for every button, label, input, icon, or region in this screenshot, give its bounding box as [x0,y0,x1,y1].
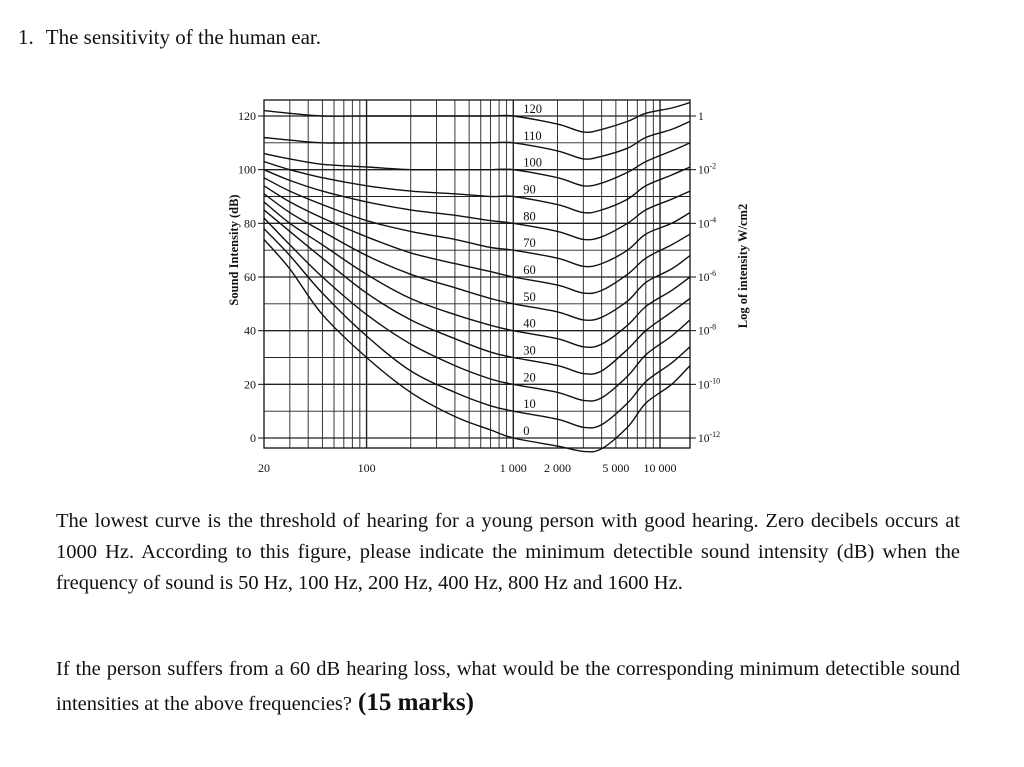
x-tick-label: 20 [258,461,270,475]
y-axis-label: Sound Intensity (dB) [227,194,241,306]
right-tick-label: $10^{-2}$ [698,161,717,177]
curve-label-60: 60 [523,263,536,277]
x-tick-label: 100 [357,461,376,475]
y-tick-label: 100 [238,162,256,177]
curve-label-30: 30 [523,343,536,358]
curve-label-40: 40 [523,316,536,331]
curve-label-50: 50 [523,289,536,304]
curve-label-10: 10 [523,397,536,412]
curve-label-20: 20 [523,370,536,385]
x-tick-label: 5 000 [602,461,630,475]
question-paragraph-2 [56,653,960,721]
curve-label-120: 120 [523,102,543,116]
curve-label-70: 70 [523,236,536,251]
right-tick-label: $10^{-6}$ [698,269,717,284]
marks-label: (15 marks) [358,689,474,716]
curve-70-phon [264,178,690,267]
curve-50-phon [264,194,690,321]
curve-80-phon [264,170,690,240]
curve-label-80: 80 [523,209,536,224]
curve-label-100: 100 [523,155,543,170]
right-tick-label: $10^{-4}$ [698,215,717,231]
y-tick-label: 0 [250,431,256,445]
curve-label-0: 0 [523,424,530,438]
question-title: The sensitivity of the human ear. [45,25,322,49]
curve-20-phon [264,218,690,401]
question-number: 1. [18,25,34,49]
chart-grid [264,100,690,448]
right-tick-label: $10^{-8}$ [698,322,717,338]
y-tick-label: 40 [244,323,256,338]
y-tick-label: 20 [244,377,256,392]
x-tick-label: 1 000 [499,461,527,475]
right-tick-label: $10^{-10}$ [698,376,721,392]
question-paragraph-2-text: If the person suffers from a 60 dB hearing loss, what would be the corresponding minimum detectible sound intensities at the above frequencies? [56,658,960,715]
curve-label-110: 110 [523,128,542,143]
y-tick-label: 120 [238,109,256,123]
question-paragraph-1: The lowest curve is the threshold of hearing for a young person with good hearing. Zero decibels occurs at 1000 Hz. According to this figure, please indicate the minimum detectible sound intensity (dB) when the frequency of sound is 50 Hz, 100 Hz, 200 Hz, 400 Hz, 800 Hz and 1600 Hz. [56,510,960,594]
curve-120-phon [264,103,690,133]
curve-label-90: 90 [523,182,536,197]
plot-frame [264,100,690,448]
curve-10-phon [264,229,690,428]
chart-axes [238,100,720,475]
curve-0-phon [264,239,690,451]
right-tick-label: 1 [698,111,704,123]
x-tick-label: 2 000 [543,461,571,475]
x-tick-label: 10 000 [643,461,677,475]
y-tick-label: 80 [244,216,256,231]
right-tick-label: $10^{-12}$ [698,430,721,445]
right-axis-label: Log of intensity W/cm2 [736,203,750,329]
curve-110-phon [264,121,690,159]
y-tick-label: 60 [244,270,256,284]
